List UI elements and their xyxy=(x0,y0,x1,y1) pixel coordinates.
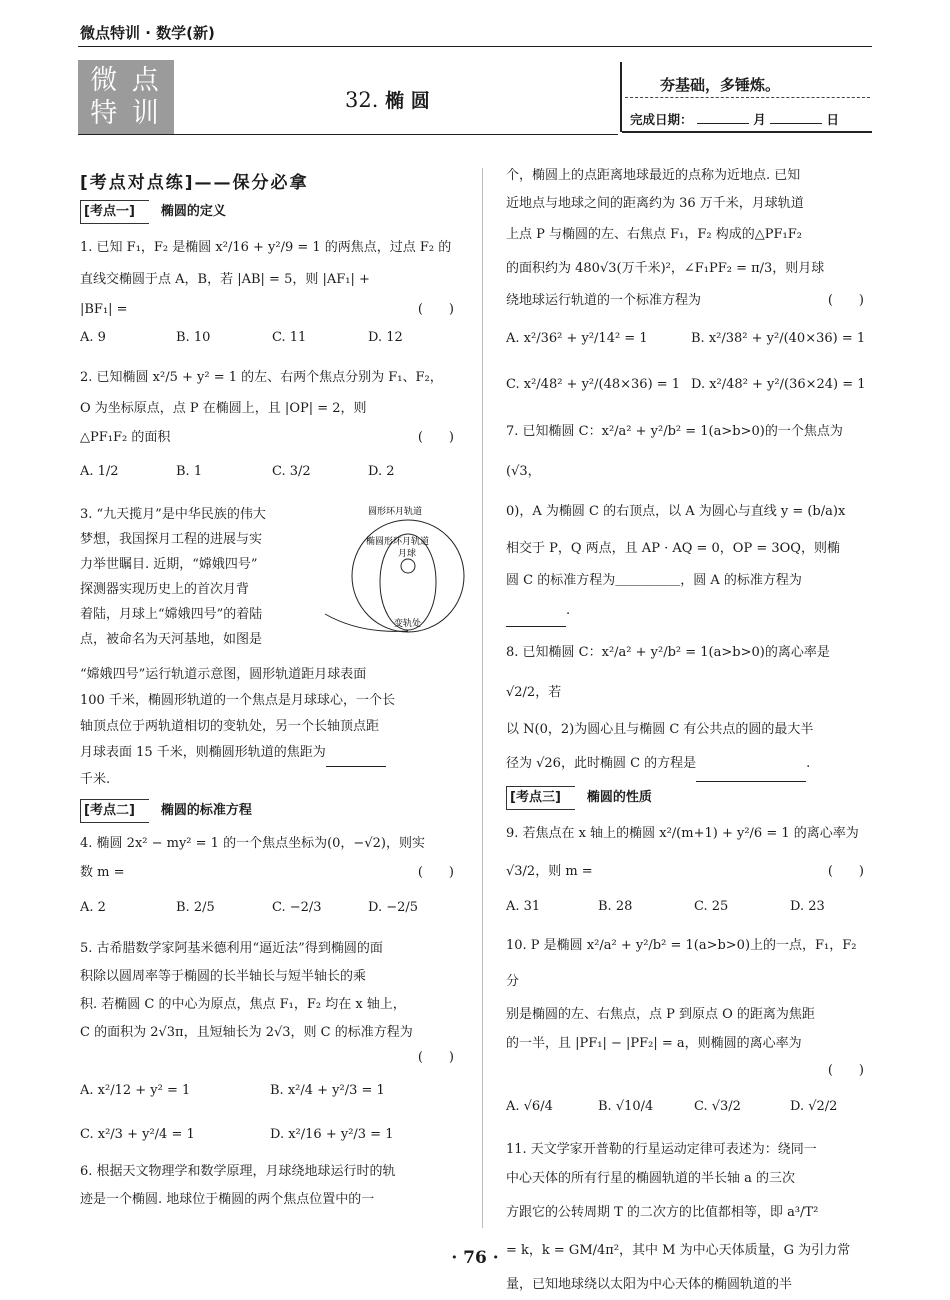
completion-date xyxy=(630,110,839,128)
option[interactable]: D. 23 xyxy=(790,899,825,914)
q6-line: 的面积约为 480√3(万千米)²，∠F₁PF₂ = π/3，则月球 xyxy=(506,261,825,276)
question-4-line-2: 数 m = ( ) xyxy=(80,859,462,887)
q5-line: 5. 古希腊数学家阿基米德利用“逼近法”得到椭圆的面 xyxy=(80,941,383,956)
q11-line: 方跟它的公转周期 T 的二次方的比值都相等，即 a³/T² xyxy=(506,1205,819,1220)
date-label: 完成日期： xyxy=(630,112,693,127)
date-underline xyxy=(622,131,872,133)
orbit-figure xyxy=(320,494,470,634)
label-transfer: 变轨处 xyxy=(394,619,422,629)
option[interactable]: C. √3/2 xyxy=(694,1099,741,1114)
question-9-line-2: √3/2，则 m = ( ) xyxy=(506,852,872,892)
q10-line: 别是椭圆的左、右焦点，点 P 到原点 O 的距离为焦距 xyxy=(506,1007,815,1022)
logo-line-1: 微 点 xyxy=(90,65,162,96)
q7-line: 7. 已知椭圆 C：x²/a² + y²/b² = 1(a>b>0)的一个焦点为(√3， xyxy=(506,424,843,479)
option[interactable]: B. x²/38² + y²/(40×36) = 1 xyxy=(691,331,866,346)
q5-line: 积. 若椭圆 C 的中心为原点，焦点 F₁，F₂ 均在 x 轴上， xyxy=(80,997,406,1012)
running-head: 微点特训 · 数学(新) xyxy=(80,24,215,42)
q11-line: = k，k = GM/4π²，其中 M 为中心天体质量，G 为引力常 xyxy=(506,1243,851,1258)
label-ellipse-orbit: 椭圆形环月轨道 xyxy=(366,537,430,547)
lesson-title: 椭 圆 xyxy=(385,90,430,112)
option[interactable]: B. 10 xyxy=(176,330,211,345)
answer-blank[interactable] xyxy=(506,596,566,627)
question-9-line-1: 9. 若焦点在 x 轴上的椭圆 x²/(m+1) + y²/6 = 1 的离心率为 xyxy=(506,826,859,841)
q10-line: 10. P 是椭圆 x²/a² + y²/b² = 1(a>b>0)上的一点，F₁，F₂ 分 xyxy=(506,938,857,989)
q5-paren-line xyxy=(80,1047,462,1069)
answer-blank[interactable] xyxy=(326,740,386,767)
q7-blank-line: . xyxy=(506,596,872,627)
lesson-number: 32. xyxy=(345,88,379,112)
section-heading: [考点对点练]——保分必拿 xyxy=(80,173,309,193)
option[interactable]: A. x²/36² + y²/14² = 1 xyxy=(506,331,648,346)
logo-line-2: 特 训 xyxy=(90,98,162,129)
q3-line: “嫦娥四号”运行轨道示意图，圆形轨道距月球表面 xyxy=(80,667,367,682)
answer-paren[interactable]: ( ) xyxy=(417,430,454,445)
q8-line: 8. 已知椭圆 C：x²/a² + y²/b² = 1(a>b>0)的离心率是 √2/2，若 xyxy=(506,645,830,700)
question-1-options xyxy=(80,324,462,352)
question-5-options xyxy=(80,1069,462,1157)
option[interactable]: C. −2/3 xyxy=(272,900,322,915)
label-moon: 月球 xyxy=(398,549,417,559)
option[interactable]: B. √10/4 xyxy=(598,1099,654,1114)
answer-paren[interactable]: ( ) xyxy=(417,302,454,317)
page-title xyxy=(345,86,430,113)
slogan: 夯基础，多锤炼。 xyxy=(660,76,781,94)
option[interactable]: C. x²/3 + y²/4 = 1 xyxy=(80,1127,195,1142)
option[interactable]: A. 1/2 xyxy=(80,464,119,479)
q10-paren-line xyxy=(506,1058,872,1084)
answer-paren[interactable]: ( ) xyxy=(827,293,864,308)
q7-line: 圆 C 的标准方程为＿＿＿＿＿，圆 A 的标准方程为 xyxy=(506,573,802,588)
q8-line: 以 N(0，2)为圆心且与椭圆 C 有公共点的圆的最大半 xyxy=(506,722,814,737)
q3-line: 点，被命名为天河基地，如图是 xyxy=(80,632,263,647)
question-2-line-1: 2. 已知椭圆 x²/5 + y² = 1 的左、右两个焦点分别为 F₁、F₂， xyxy=(80,370,443,385)
right-column xyxy=(506,162,872,1300)
question-6-line-1: 6. 根据天文物理学和数学原理，月球绕地球运行时的轨 xyxy=(80,1164,396,1179)
q3-line: 轴顶点位于两轨道相切的变轨处，另一个长轴顶点距 xyxy=(80,719,380,734)
q10-line: 的一半，且 |PF₁| − |PF₂| = a，则椭圆的离心率为 xyxy=(506,1036,802,1051)
dashed-rule xyxy=(625,97,870,98)
month-blank[interactable] xyxy=(697,123,749,124)
option[interactable]: A. 2 xyxy=(80,900,106,915)
option[interactable]: B. x²/4 + y²/3 = 1 xyxy=(270,1083,385,1098)
option[interactable]: B. 2/5 xyxy=(176,900,215,915)
option[interactable]: D. −2/5 xyxy=(368,900,419,915)
question-6-line-2: 迹是一个椭圆. 地球位于椭圆的两个焦点位置中的一 xyxy=(80,1192,375,1207)
q11-line: 中心天体的所有行星的椭圆轨道的半长轴 a 的三次 xyxy=(506,1171,796,1186)
topic-1-heading: [考点一] 椭圆的定义 xyxy=(80,200,462,224)
option[interactable]: A. x²/12 + y² = 1 xyxy=(80,1083,191,1098)
question-1-line-1: 1. 已知 F₁，F₂ 是椭圆 x²/16 + y²/9 = 1 的两焦点，过点 F₂ 的 xyxy=(80,240,452,255)
answer-paren[interactable]: ( ) xyxy=(827,1063,864,1078)
q3-line: 月球表面 15 千米，则椭圆形轨道的焦距为 xyxy=(80,740,462,767)
q5-line: C 的面积为 2√3π，且短轴长为 2√3，则 C 的标准方程为 xyxy=(80,1025,413,1040)
option[interactable]: A. 9 xyxy=(80,330,106,345)
question-2-options xyxy=(80,452,462,492)
question-4-line-1: 4. 椭圆 2x² − my² = 1 的一个焦点坐标为(0，−√2)，则实 xyxy=(80,836,425,851)
question-4-options xyxy=(80,887,462,929)
day-blank[interactable] xyxy=(770,123,822,124)
question-2-line-3: △PF₁F₂ 的面积 ( ) xyxy=(80,424,462,452)
q6-line: 绕地球运行轨道的一个标准方程为 ( ) xyxy=(506,286,872,316)
header-rule xyxy=(78,46,872,47)
q3-line: 100 千米，椭圆形轨道的一个焦点是月球球心，一个长 xyxy=(80,693,395,708)
question-3-text-wrap xyxy=(80,502,330,652)
question-3-top xyxy=(80,502,462,662)
topic-2-heading: [考点二] 椭圆的标准方程 xyxy=(80,799,462,823)
option[interactable]: C. x²/48² + y²/(48×36) = 1 xyxy=(506,377,681,392)
option[interactable]: C. 25 xyxy=(694,899,729,914)
moon-circle xyxy=(401,559,415,573)
header-divider xyxy=(620,62,622,132)
option[interactable]: A. √6/4 xyxy=(506,1099,553,1114)
logo xyxy=(78,60,174,134)
q5-line: 积除以圆周率等于椭圆的长半轴长与短半轴长的乘 xyxy=(80,969,367,984)
answer-paren[interactable]: ( ) xyxy=(417,1050,454,1065)
option[interactable]: D. x²/16 + y²/3 = 1 xyxy=(270,1127,394,1142)
q11-line: 量，已知地球绕以太阳为中心天体的椭圆轨道的半 xyxy=(506,1277,793,1292)
q7-line: 相交于 P，Q 两点，且 AP · AQ = 0，OP = 3OQ，则椭 xyxy=(506,541,840,556)
answer-paren[interactable]: ( ) xyxy=(417,865,454,880)
option[interactable]: A. 31 xyxy=(506,899,541,914)
question-10-options xyxy=(506,1084,872,1130)
q3-line: 梦想，我国探月工程的进展与实 xyxy=(80,532,263,547)
answer-blank[interactable] xyxy=(696,747,806,782)
q6-line: 上点 P 与椭圆的左、右焦点 F₁，F₂ 构成的△PF₁F₂ xyxy=(506,227,802,242)
q3-line: 力举世瞩目. 近期，“嫦娥四号” xyxy=(80,557,258,572)
option[interactable]: D. 12 xyxy=(368,330,403,345)
topic-3-heading: [考点三] 椭圆的性质 xyxy=(506,786,872,810)
left-column xyxy=(80,200,462,1213)
option[interactable]: D. x²/48² + y²/(36×24) = 1 xyxy=(691,377,866,392)
q6-line: 个，椭圆上的点距离地球最近的点称为近地点. 已知 xyxy=(506,168,801,183)
option[interactable]: C. 3/2 xyxy=(272,464,311,479)
q3-line: 3. “九天揽月”是中华民族的伟大 xyxy=(80,507,266,522)
option[interactable]: D. 2 xyxy=(368,464,395,479)
question-1-line-2: 直线交椭圆于点 A，B，若 |AB| = 5，则 |AF₁| + xyxy=(80,272,370,287)
header-bottom-rule xyxy=(78,134,618,135)
q3-end: 千米. xyxy=(80,772,111,787)
question-9-options xyxy=(506,892,872,922)
day-label: 日 xyxy=(826,112,839,127)
q3-line: 探测器实现历史上的首次月背 xyxy=(80,582,250,597)
option[interactable]: B. 28 xyxy=(598,899,633,914)
q8-line: 径为 √26，此时椭圆 C 的方程是 . xyxy=(506,747,872,782)
option[interactable]: D. √2/2 xyxy=(790,1099,838,1114)
page-number: · 76 · xyxy=(451,1248,499,1268)
question-2-line-2: O 为坐标原点，点 P 在椭圆上，且 |OP| = 2，则 xyxy=(80,401,367,416)
q11-line: 11. 天文学家开普勒的行星运动定律可表述为：绕同一 xyxy=(506,1142,817,1157)
month-label: 月 xyxy=(753,112,766,127)
q6-line: 近地点与地球之间的距离约为 36 万千米，月球轨道 xyxy=(506,196,804,211)
label-circle-orbit: 圆形环月轨道 xyxy=(368,507,423,517)
q7-line: 0)，A 为椭圆 C 的右顶点，以 A 为圆心与直线 y = (b/a)x xyxy=(506,504,846,519)
option[interactable]: C. 11 xyxy=(272,330,307,345)
answer-paren[interactable]: ( ) xyxy=(827,864,864,879)
question-1-line-3: |BF₁| = ( ) xyxy=(80,296,462,324)
q3-line: 着陆，月球上“嫦娥四号”的着陆 xyxy=(80,607,263,622)
question-6-options xyxy=(506,316,872,408)
option[interactable]: B. 1 xyxy=(176,464,203,479)
column-separator xyxy=(482,168,483,1228)
